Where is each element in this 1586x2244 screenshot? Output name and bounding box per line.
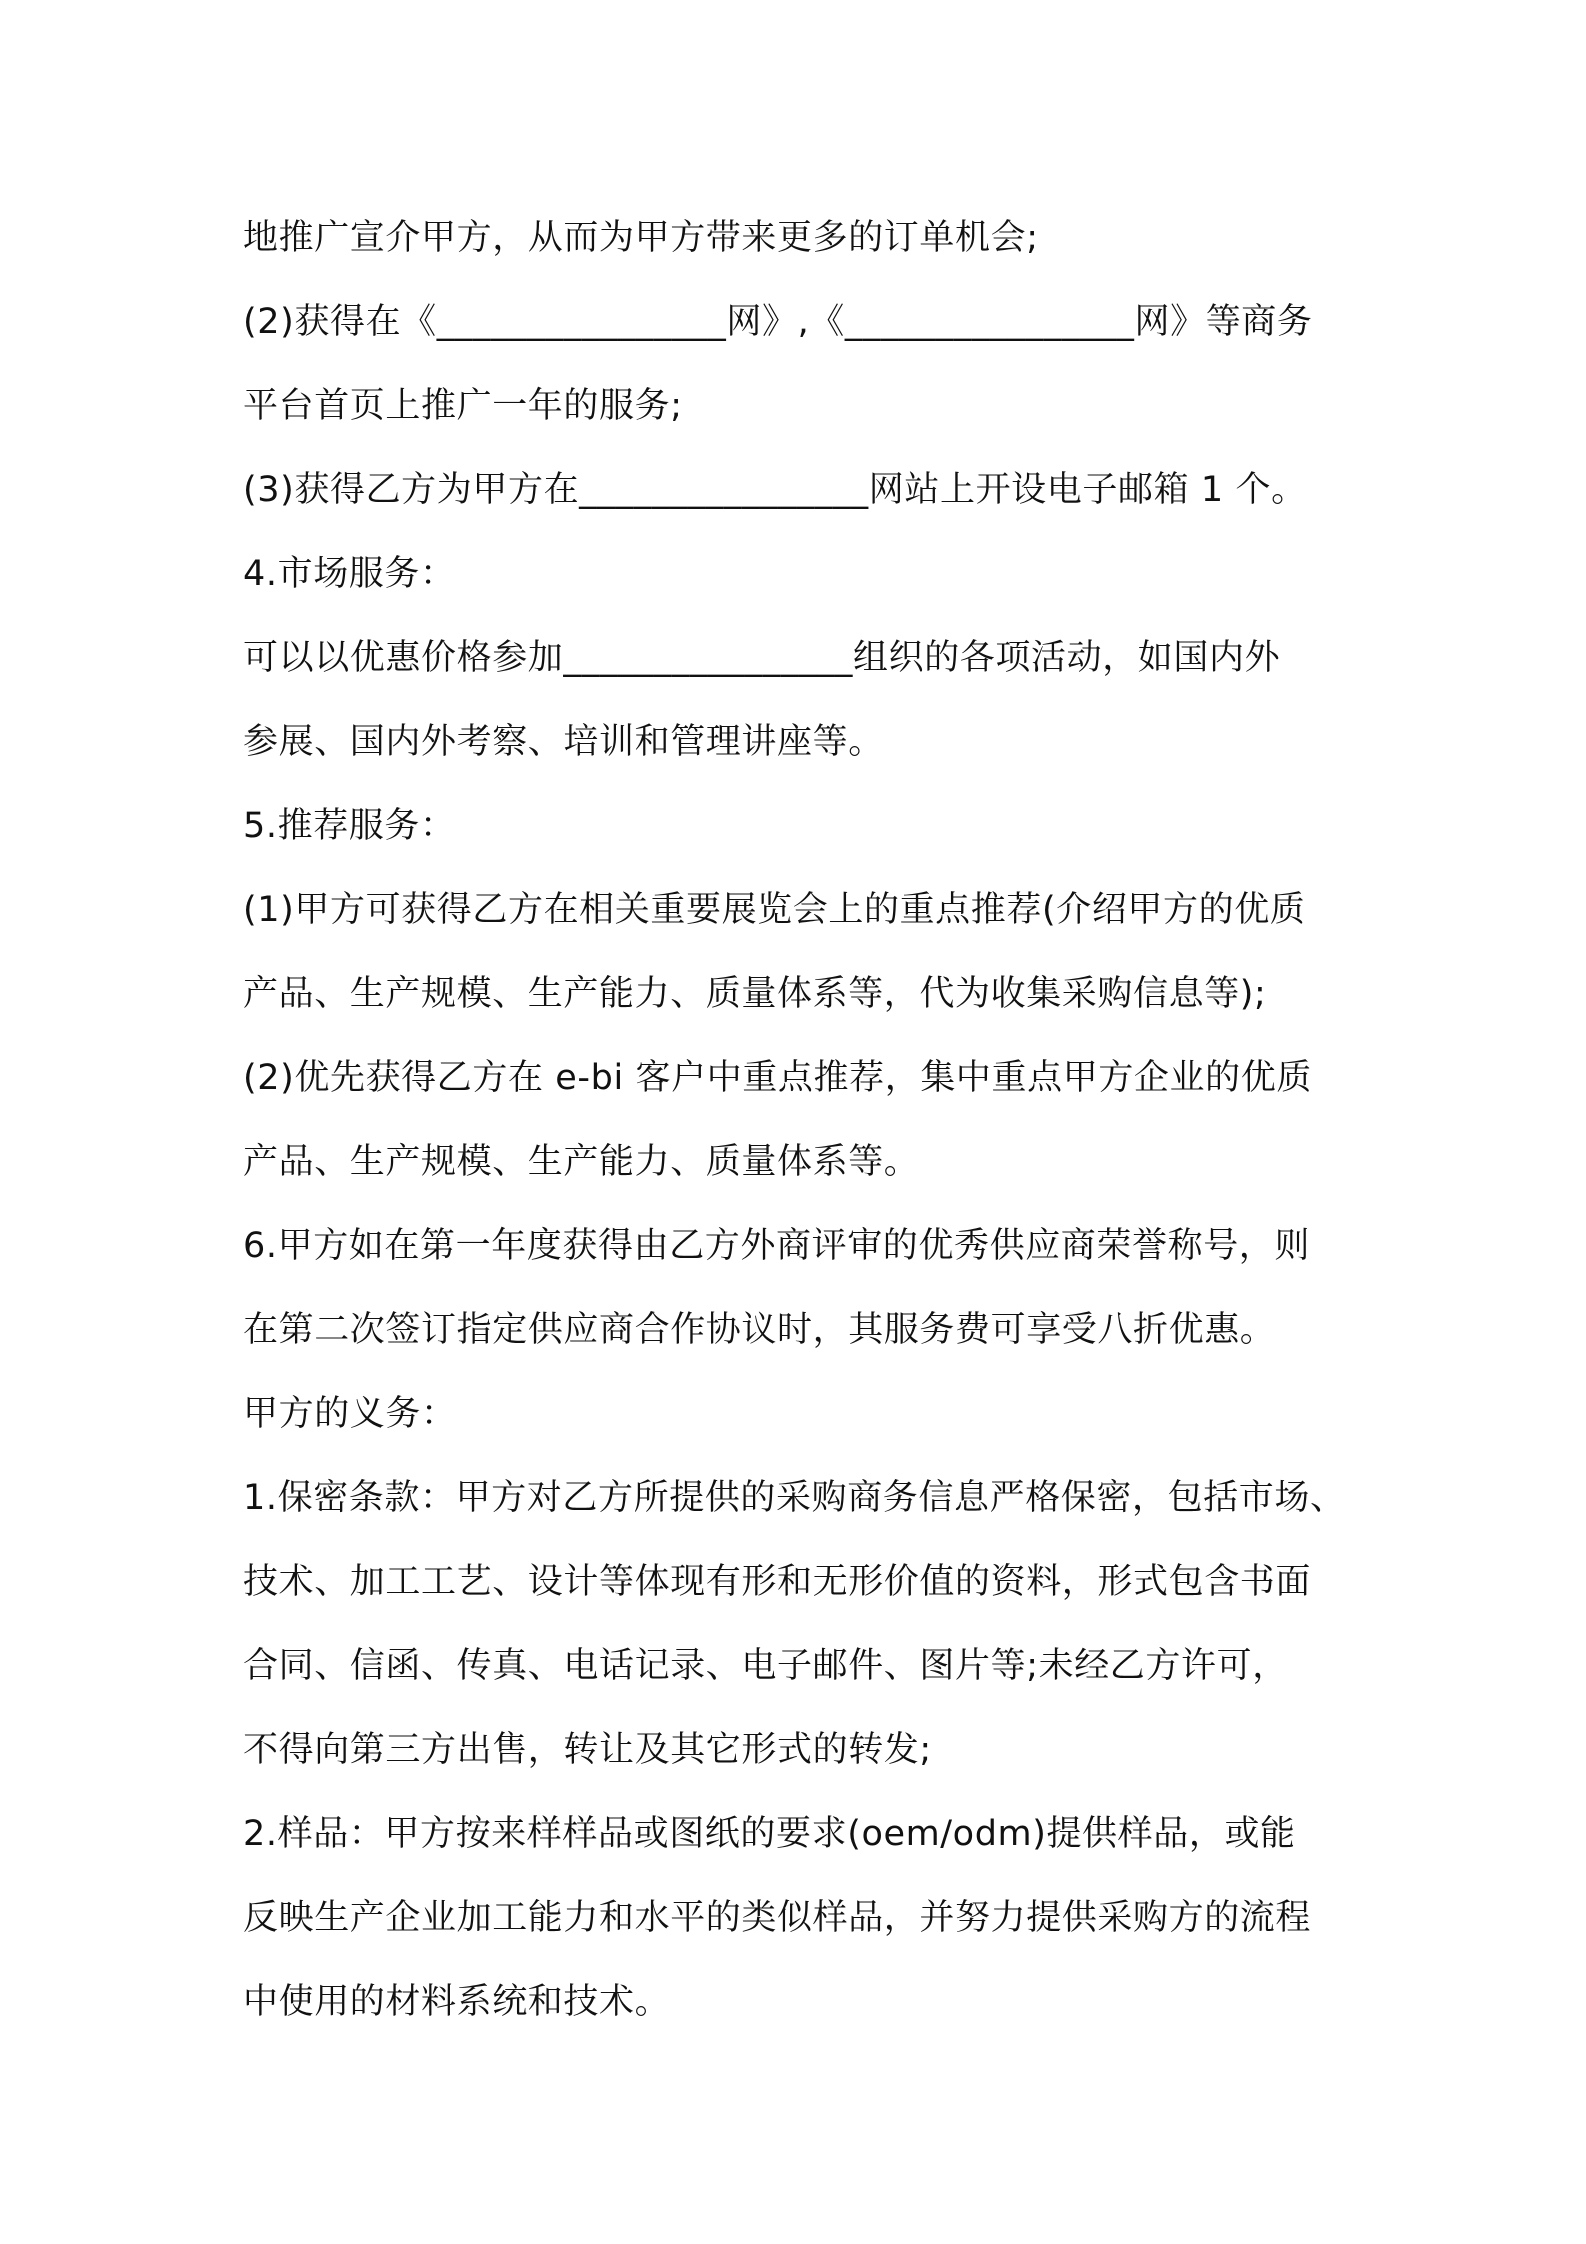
text-line: 技术、加工工艺、设计等体现有形和无形价值的资料，形式包含书面 [243, 1562, 1312, 1602]
text-line: 在第二次签订指定供应商合作协议时，其服务费可享受八折优惠。 [243, 1310, 1276, 1350]
text-line: (1)甲方可获得乙方在相关重要展览会上的重点推荐(介绍甲方的优质 [243, 890, 1306, 930]
text-line: 可以以优惠价格参加________________组织的各项活动，如国内外 [243, 638, 1281, 678]
section-heading: 5.推荐服务： [243, 806, 456, 846]
text-line: 地推广宣介甲方，从而为甲方带来更多的订单机会; [243, 218, 1039, 258]
text-line: 平台首页上推广一年的服务; [243, 386, 683, 426]
text-line: (3)获得乙方为甲方在________________网站上开设电子邮箱 1 个。 [243, 470, 1307, 510]
text-line: 产品、生产规模、生产能力、质量体系等，代为收集采购信息等); [243, 974, 1267, 1014]
text-line: 产品、生产规模、生产能力、质量体系等。 [243, 1142, 920, 1182]
text-line: (2)优先获得乙方在 e-bi 客户中重点推荐，集中重点甲方企业的优质 [243, 1058, 1312, 1098]
section-heading: 4.市场服务： [243, 554, 456, 594]
text-line: 6.甲方如在第一年度获得由乙方外商评审的优秀供应商荣誉称号，则 [243, 1226, 1310, 1266]
text-line: (2)获得在《________________网》,《________________网》等商务 [243, 302, 1313, 342]
text-line: 不得向第三方出售，转让及其它形式的转发; [243, 1730, 932, 1770]
text-line: 反映生产企业加工能力和水平的类似样品，并努力提供采购方的流程 [243, 1898, 1312, 1938]
text-line: 中使用的材料系统和技术。 [243, 1982, 671, 2022]
section-heading: 甲方的义务： [243, 1394, 457, 1434]
text-line: 2.样品：甲方按来样样品或图纸的要求(oem/odm)提供样品，或能 [243, 1814, 1296, 1854]
document-body [243, 196, 1363, 2044]
text-line: 合同、信函、传真、电话记录、电子邮件、图片等;未经乙方许可， [243, 1646, 1288, 1686]
text-line: 1.保密条款：甲方对乙方所提供的采购商务信息严格保密，包括市场、 [243, 1478, 1346, 1518]
text-line: 参展、国内外考察、培训和管理讲座等。 [243, 722, 884, 762]
